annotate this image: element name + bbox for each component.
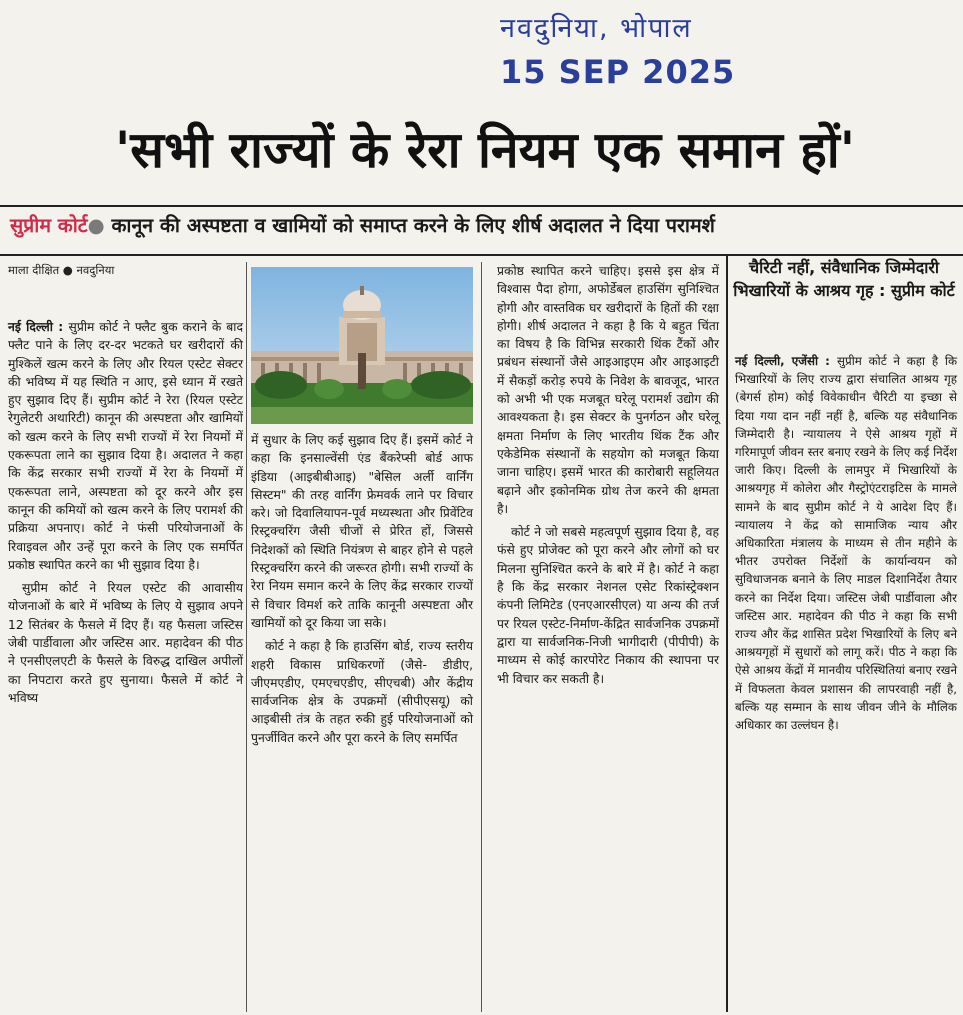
section-tag: सुप्रीम कोर्ट (10, 214, 88, 237)
sidebar-dateline: नई दिल्ली, एजेंसी : (735, 354, 838, 368)
subhead-text: कानून की अस्पष्टता व खामियों को समाप्त करने के लिए शीर्ष अदालत ने दिया परामर्श (104, 214, 715, 237)
paragraph: में सुधार के लिए कई सुझाव दिए हैं। इसमें कोर्ट ने कहा कि इनसाल्वेंसी एंड बैंकरेप्सी बोर्ड आफ इंडिया (आइबीबीआइ) "बेसिल अर्ली वार्निंग सिस्टम" की तरह वार्निंग फ्रेमवर्क लाने पर विचार करे। जो दिवालियापन-पूर्व मध्यस्थता और प्रिवेंटिव रिस्ट्रक्चरिंग जैसी चीजों से प्रेरित हों, जिससे निदेशकों को स्थिति नियंत्रण से बाहर होने से पहले रिस्ट्रक्चरिंग करने की जरूरत होगी। सभी राज्यों के रेरा नियम समान करने के लिए केंद्र सरकार राज्यों से विचार विमर्श करे ताकि कानूनी अस्पष्टता और खामियों को दूर किया जा सके। (251, 433, 473, 630)
paragraph: सुप्रीम कोर्ट ने रियल एस्टेट की आवासीय योजनाओं के बारे में भविष्य के लिए ये सुझाव अपने 12 सितंबर के फैसले में दिए हैं। यह फैसला जस्टिस जेबी पार्डीवाला और जस्टिस आर. महादेवन की पीठ ने एनसीएलएटी के फैसले के विरुद्ध दाखिल अपीलों का निपटारा करते हुए सुनाया। फैसले में कोर्ट ने भविष्य (8, 581, 243, 705)
bullet-icon: ● (87, 214, 105, 237)
sidebar-article (735, 352, 957, 739)
dateline: नई दिल्ली : (8, 320, 69, 334)
article-column-1 (8, 318, 243, 712)
supreme-court-building-icon (251, 267, 473, 424)
column-divider (481, 262, 482, 1012)
article-column-3 (497, 262, 719, 693)
paragraph: प्रकोष्ठ स्थापित करने चाहिए। इससे इस क्षेत्र में विश्वास पैदा होगा, अफोर्डेबल हाउसिंग सुनिश्चित होगी और वास्तविक घर खरीदारों के हितों की रक्षा होगी। शीर्ष अदालत ने कहा है कि ये बहुत चिंता का विषय है कि विभिन्न सरकारी थिंक टैंकों और प्रबंधन संस्थानों जैसे आइआइएम और आइआइटी में सैकड़ों करोड़ रुपये के निवेश के बावजूद, भारत को अभी भी एक मजबूत घरेलू परामर्श उद्योग की आवश्यकता है। इस सेक्टर के पुनर्गठन और घरेलू क्षमता निर्माण के लिए भारतीय थिंक टैंक और एकेडेमिक संस्थानों के सहयोग को मजबूत किया जाना चाहिए। इसमें भारत की कारोबारी सहूलियत बढ़ाने और इकोनमिक ग्रोथ तेज करने की क्षमता है। (497, 264, 719, 516)
paragraph-text: सुप्रीम कोर्ट ने फ्लैट बुक कराने के बाद फ्लैट पाने के लिए दर-दर भटकते घर खरीदारों की मुश्किलें खत्म करने के लिए और रियल एस्टेट सेक्टर की भविष्य में यह स्थिति न आए, इसे ध्यान में रखते हुए सुझाव दिए हैं। सुप्रीम कोर्ट ने रेरा (रियल एस्टेट रेगुलेटरी अथारिटी) कानून की अस्पष्टता और खामियों को खत्म करने के लिए सभी राज्यों में रेरा नियमों में एकरूपता लाने का सुझाव दिया है। अदालत ने कहा कि केंद्र सरकार सभी राज्यों में रेरा के नियमों में एकरूपता लाने, अस्पष्टता को दूर करने और इस कानून की कमियों को खत्म करने के लिए परामर्श की प्रक्रिया अपनाए। कोर्ट ने फंसी परियोजनाओं के रिवाइवल और उन्हें पूरा करने के लिए एक समर्पित प्रकोष्ठ स्थापित करने का भी सुझाव दिया है। (8, 320, 244, 572)
column-divider (246, 262, 247, 1012)
paragraph: कोर्ट ने कहा है कि हाउसिंग बोर्ड, राज्य स्तरीय शहरी विकास प्राधिकरणों (जैसे- डीडीए, जीएमएडीए, एमएचएडीए, सीएचबी) और केंद्रीय सार्वजनिक क्षेत्र के उपक्रमों (सीपीएसयू) को आइबीसी तंत्र के तहत रुकी हुई परियोजनाओं को पुनर्जीवित करने और पूरा करने के लिए समर्पित (251, 639, 473, 745)
top-rule (0, 205, 963, 207)
subheadline (10, 212, 960, 240)
date-stamp (500, 8, 735, 91)
stamp-paper-name: नवदुनिया, भोपाल (500, 13, 693, 44)
byline: माला दीक्षित ● नवदुनिया (8, 263, 115, 277)
sidebar-text: सुप्रीम कोर्ट ने कहा है कि भिखारियों के लिए राज्य द्वारा संचालित आश्रय गृह (बेगर्स होम) कोई विवेकाधीन चैरिटी या इच्छा से दिया गया दान नहीं नहीं है, बल्कि यह संवैधानिक जिम्मेदारी है। न्यायालय ने ऐसे आश्रय गृहों में गरिमापूर्ण जीवन स्तर बनाए रखने के लिए कई निर्देश जारी किए। दिल्ली के लामपुर में भिखारियों के आश्रयगृह में कोलेरा और गैस्ट्रोएंटराइटिस के मामले सामने के बाद सुप्रीम कोर्ट ने ये आदेश दिए हैं। न्यायालय ने केंद्र को सामाजिक न्याय और अधिकारिता मंत्रालय के माध्यम से तीन महीने के भीतर उपरोक्त निर्देशों के कार्यान्वयन को सुविधाजनक बनाने के लिए माडल दिशानिर्देश तैयार करने का निर्देश दिया। जस्टिस जेबी पार्डीवाला और जस्टिस आर. महादेवन की पीठ ने कहा कि सभी राज्य और केंद्र शासित प्रदेश भिखारियों के लिए बने आश्रयगृहों में सुधारों को लागू करें। पीठ ने कहा कि ऐसे आश्रय केंद्रों में मानवीय परिस्थितियां बनाए रखने में विफलता केवल प्रशासन की लापरवाही नहीं है, बल्कि यह सम्मान के साथ जीवन जीने के मौलिक अधिकार का उल्लंघन है। (735, 354, 958, 733)
paragraph (735, 352, 957, 734)
sidebar-headline: चैरिटी नहीं, संवैधानिक जिम्मेदारी भिखारियों के आश्रय गृह : सुप्रीम कोर्ट (733, 258, 955, 300)
stamp-date: 15 SEP 2025 (500, 53, 736, 91)
paragraph (8, 318, 243, 574)
headline: 'सभी राज्यों के रेरा नियम एक समान हों' (114, 120, 856, 179)
supreme-court-photo (251, 267, 473, 424)
sidebar-divider (726, 254, 728, 1012)
article-column-2 (251, 431, 473, 752)
paragraph: कोर्ट ने जो सबसे महत्वपूर्ण सुझाव दिया है, वह फंसे हुए प्रोजेक्ट को पूरा करने और लोगों को घर मिलना सुनिश्चित करने के बारे में है। कोर्ट ने कहा है कि केंद्र सरकार नेशनल एसेट रिकांस्ट्रेक्शन कंपनी लिमिटेड (एनएआरसीएल) या अन्य की तर्ज पर रियल एस्टेट-निर्माण-केंद्रित सार्वजनिक उपक्रमों द्वारा या सार्वजनिक-निजी भागीदारी (पीपीपी) के माध्यम से कोई कारपोरेट निकाय की स्थापना पर भी विचार कर सकती है। (497, 525, 719, 686)
